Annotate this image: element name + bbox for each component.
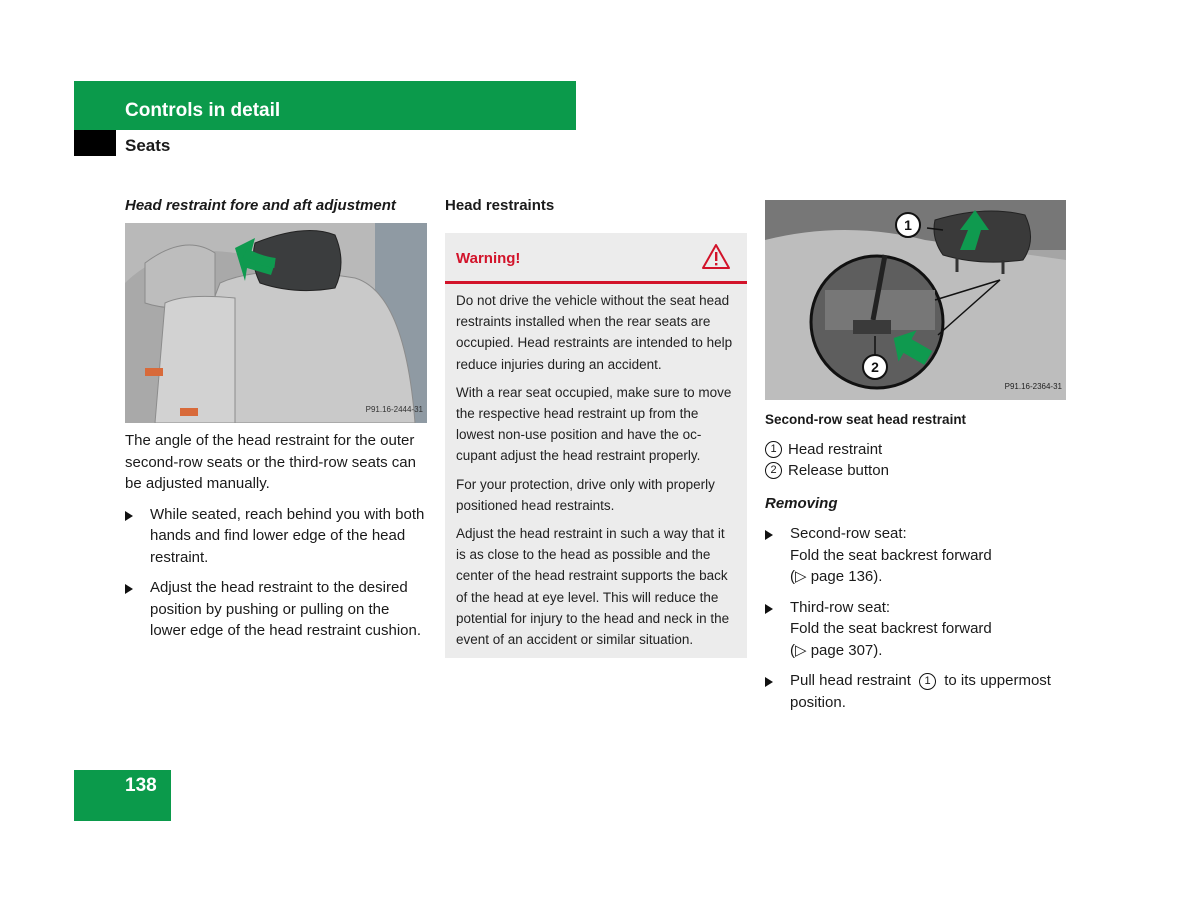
legend-item [765,439,1067,461]
middle-column [445,195,747,658]
warning-paragraph: Do not drive the vehicle without the seat head restraints installed when the rear seats are occupied. Head restraints are intended to help reduce injuries during an accident. [456,293,733,372]
triangle-bullet-icon [765,530,773,540]
warning-triangle-icon [701,243,731,277]
section-marker [74,130,116,156]
warning-paragraph: Adjust the head restraint in such a way that it is as close to the head as possible and the center of the head restraint supports the back of the head at eye level. This will reduce the potential for injury to the head and neck in the event of an accident or similar situation. [456,526,730,648]
triangle-bullet-icon [765,677,773,687]
warning-box [445,233,747,658]
removal-step: Second-row seat: Fold the seat backrest forward (▷ page 136). [765,523,1067,588]
warning-paragraph: For your protection, drive only with properly positioned head restraints. [456,476,715,513]
triangle-bullet-icon [125,511,133,521]
photo-code: P91.16-2444-31 [365,404,423,414]
left-heading: Head restraint fore and aft adjustment [125,197,396,214]
inline-number: 1 [919,673,936,690]
warning-header [445,233,747,284]
warning-body [445,284,747,650]
page-number: 138 [125,775,157,796]
middle-heading: Head restraints [445,197,555,214]
legend-label: Head restraint [788,440,883,458]
legend-number: 1 [765,441,782,458]
triangle-bullet-icon [765,604,773,614]
section-title: Seats [125,136,171,155]
instruction-item: While seated, reach behind you with both hands and find lower edge of the head restraint. [125,504,427,569]
photo-code: P91.16-2364-31 [1004,381,1062,391]
legend [765,439,1067,482]
head-restraint-removal-photo [765,200,1066,400]
chapter-title: Controls in detail [125,100,281,121]
fore-aft-adjustment-photo [125,223,427,423]
triangle-bullet-icon [125,584,133,594]
photo-caption: Second-row seat head restraint [765,412,967,427]
removing-heading: Removing [765,494,838,512]
warning-title: Warning! [456,250,521,267]
warning-paragraph: With a rear seat occupied, make sure to move the respective head restraint up from the lowest non-use position and have the occupant adjust the head restraint properly. [456,384,732,464]
callout-1: 1 [904,217,912,233]
intro-paragraph: The angle of the head restraint for the outer second-row seats or the third-row seats can be adjusted manually. [125,432,416,492]
legend-item [765,460,1067,482]
legend-number: 2 [765,462,782,479]
right-column [765,200,1067,713]
removal-step: Pull head restraint 1 to its uppermost position. [765,670,1067,713]
callout-2: 2 [871,359,879,375]
removal-step: Third-row seat: Fold the seat backrest forward (▷ page 307). [765,597,1067,662]
left-column [125,195,427,642]
instruction-item: Adjust the head restraint to the desired position by pushing or pulling on the lower edge of the head restraint cushion. [125,577,427,642]
legend-label: Release button [788,462,889,479]
